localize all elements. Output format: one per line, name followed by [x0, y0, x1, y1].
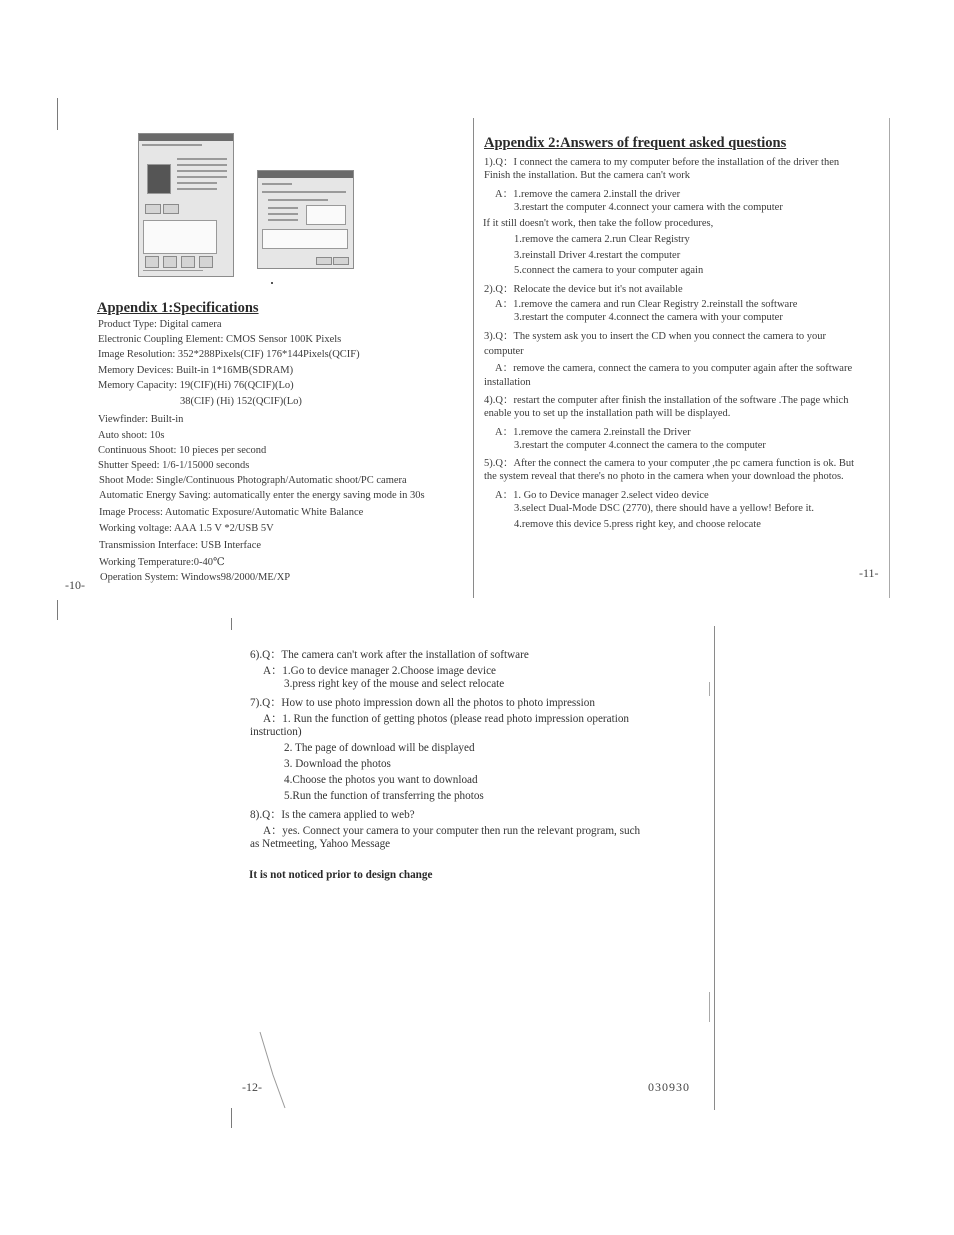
menu-item [177, 176, 227, 178]
spec-line: Image Process: Automatic Exposure/Automatic White Balance [99, 507, 364, 518]
preview-pane [147, 164, 171, 194]
faq-line: 2. The page of download will be displayed [284, 742, 475, 754]
dialog-field [262, 191, 346, 193]
dialog-button [333, 257, 349, 265]
faq-line: the system reveal that there's no photo in the camera when your download the photos. [484, 471, 844, 482]
dialog-screenshot-image [257, 170, 354, 269]
page-11-heading: Appendix 2:Answers of frequent asked questions [484, 135, 787, 151]
toolbar-button [163, 204, 179, 214]
faq-line: 4.remove this device 5.press right key, and choose relocate [514, 519, 761, 530]
spec-line: Continuous Shoot: 10 pieces per second [98, 445, 267, 456]
spec-line: Image Resolution: 352*288Pixels(CIF) 176*144Pixels(QCIF) [98, 349, 360, 360]
faq-line: 3.press right key of the mouse and select relocate [284, 678, 505, 690]
faq-line: A：yes. Connect your camera to your computer then run the relevant program, such [263, 825, 641, 837]
faq-line: as Netmeeting, Yahoo Message [250, 838, 391, 850]
faq-line: 3.reinstall Driver 4.restart the computer [514, 250, 681, 261]
status-bar [143, 270, 203, 271]
faq-line: 8).Q：Is the camera applied to web? [250, 809, 415, 821]
menu-item [177, 164, 227, 166]
faq-line: A：1.Go to device manager 2.Choose image device [263, 665, 496, 677]
faq-line: 6).Q：The camera can't work after the installation of software [250, 649, 529, 661]
spec-line: Memory Devices: Built-in 1*16MB(SDRAM) [98, 365, 294, 376]
spec-line: Auto shoot: 10s [98, 430, 165, 441]
faq-line: 5.connect the camera to your computer again [514, 265, 704, 276]
faq-line: 3.restart the computer 4.connect the camera with your computer [514, 312, 783, 323]
tool-icon [199, 256, 213, 268]
window-titlebar [258, 171, 353, 178]
dialog-button [316, 257, 332, 265]
scan-edge-line [709, 992, 710, 1022]
page-number: -11- [859, 566, 879, 580]
faq-line: Finish the installation. But the camera can't work [484, 170, 691, 181]
faq-line: If it still doesn't work, then take the follow procedures, [483, 218, 714, 229]
faq-line: 3.restart the computer 4.connect your camera with the computer [514, 202, 783, 213]
faq-line: A：remove the camera, connect the camera to you computer again after the software [495, 363, 853, 374]
scan-edge-line [889, 118, 890, 598]
faq-line: installation [484, 377, 531, 388]
faq-line: instruction) [250, 726, 302, 738]
scan-edge-line [231, 618, 232, 630]
menu-item [177, 158, 227, 160]
spec-line: Shoot Mode: Single/Continuous Photograph/Automatic shoot/PC camera [99, 475, 407, 486]
page-divider-line [473, 118, 474, 598]
design-change-notice: It is not noticed prior to design change [249, 869, 433, 881]
scan-edge-line [714, 626, 715, 1110]
faq-line: 4.Choose the photos you want to download [284, 774, 478, 786]
faq-line: A：1.remove the camera and run Clear Registry 2.reinstall the software [495, 299, 798, 310]
dialog-field [268, 207, 298, 209]
list-pane [143, 220, 217, 254]
spec-line: Product Type: Digital camera [98, 319, 222, 330]
spec-line: 38(CIF) (Hi) 152(QCIF)(Lo) [180, 396, 302, 407]
software-screenshot-image [138, 133, 234, 277]
spec-line: Transmission Interface: USB Interface [99, 540, 262, 551]
spec-line: Operation System: Windows98/2000/ME/XP [100, 572, 291, 583]
faq-line: A：1.remove the camera 2.reinstall the Driver [495, 427, 691, 438]
dialog-slider-pane [262, 229, 348, 249]
tool-icon [181, 256, 195, 268]
faq-line: 4).Q：restart the computer after finish the installation of the software .The page which [484, 395, 849, 406]
faq-line: computer [484, 346, 524, 357]
faq-line: 1).Q：I connect the camera to my computer before the installation of the driver then [484, 157, 840, 168]
faq-line: 3).Q：The system ask you to insert the CD when you connect the camera to your [484, 331, 827, 342]
menu-item [177, 182, 217, 184]
faq-line: 7).Q：How to use photo impression down all the photos to photo impression [250, 697, 595, 709]
faq-line: 5).Q：After the connect the camera to your computer ,the pc camera function is ok. But [484, 458, 854, 469]
spec-line: Automatic Energy Saving: automatically enter the energy saving mode in 30s [99, 490, 425, 501]
dialog-tab [262, 183, 292, 185]
scan-edge-line [57, 600, 58, 620]
spec-line: Viewfinder: Built-in [98, 414, 184, 425]
page-number: -12- [242, 1080, 262, 1094]
tool-icon [145, 256, 159, 268]
document-code: 030930 [648, 1080, 690, 1094]
spec-line: Working Temperature:0-40℃ [99, 557, 225, 568]
faq-line: 3.select Dual-Mode DSC (2770), there should have a yellow! Before it. [514, 503, 815, 514]
faq-line: enable you to set up the installation path will be displayed. [484, 408, 731, 419]
menu-item [177, 188, 217, 190]
spec-line: Electronic Coupling Element: CMOS Sensor 100K Pixels [98, 334, 342, 345]
scan-stroke-mark [255, 1030, 295, 1110]
scan-edge-line [57, 98, 58, 130]
dialog-option-pane [306, 205, 346, 225]
faq-line: 1.remove the camera 2.run Clear Registry [514, 234, 690, 245]
faq-line: A：1.remove the camera 2.install the driver [495, 189, 681, 200]
scan-edge-line [709, 682, 710, 696]
dialog-field [268, 213, 298, 215]
menu-item [177, 170, 227, 172]
toolbar-button [145, 204, 161, 214]
spec-line: Shutter Speed: 1/6-1/15000 seconds [98, 460, 250, 471]
faq-line: 3.restart the computer 4.connect the camera to the computer [514, 440, 766, 451]
scan-edge-line [231, 1108, 232, 1128]
tool-icon [163, 256, 177, 268]
spec-line: Working voltage: AAA 1.5 V *2/USB 5V [99, 523, 274, 534]
page-number: -10- [65, 578, 85, 592]
faq-line: 2).Q：Relocate the device but it's not available [484, 284, 683, 295]
faq-line: A：1. Run the function of getting photos (please read photo impression operation [263, 713, 630, 725]
menu-bar [142, 144, 202, 146]
window-titlebar [139, 134, 233, 141]
faq-line: A：1. Go to Device manager 2.select video device [495, 490, 709, 501]
dialog-field [268, 219, 298, 221]
stray-mark [271, 282, 273, 284]
faq-line: 5.Run the function of transferring the photos [284, 790, 484, 802]
page-10-heading: Appendix 1:Specifications [97, 300, 259, 316]
dialog-field [268, 199, 328, 201]
spec-line: Memory Capacity: 19(CIF)(Hi) 76(QCIF)(Lo) [98, 380, 294, 391]
faq-line: 3. Download the photos [284, 758, 391, 770]
